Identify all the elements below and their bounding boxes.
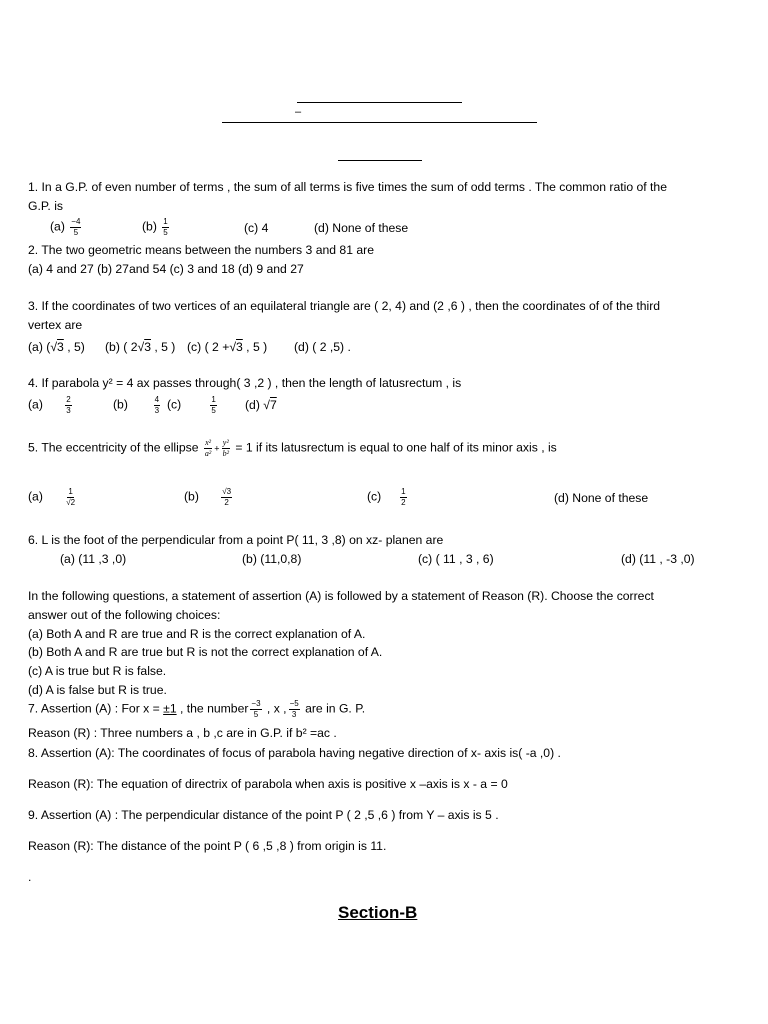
q3-text-line2: vertex are — [28, 318, 83, 332]
q5-option-a — [28, 488, 78, 507]
q5-y-fraction — [222, 439, 230, 458]
q7-plus-minus: ±1 — [163, 701, 177, 716]
q3-a-prefix: (a) (√ — [28, 340, 58, 354]
q4-d-radicand: 7 — [269, 398, 277, 412]
q7-reason: Reason (R) : Three numbers a , b ,c are in G.P. if b² =ac . — [28, 726, 337, 740]
q7-assertion-mid1: , the number — [176, 701, 249, 716]
fraction-numerator: x² — [205, 438, 212, 447]
q3-a-radicand: 3 — [57, 340, 64, 354]
q5-option-c-fraction — [400, 488, 406, 507]
fraction-denominator: 5 — [163, 228, 168, 237]
fraction-denominator: √2 — [66, 498, 76, 507]
q7-fraction-1 — [250, 700, 261, 719]
q4-option-c-fraction — [210, 396, 216, 415]
q4-option-a-fraction — [65, 396, 71, 415]
fraction-denominator: 5 — [253, 710, 259, 719]
fraction-numerator: y² — [222, 438, 229, 447]
q4-option-c-label: (c) — [167, 397, 182, 412]
q1-option-c: (c) 4 — [244, 221, 269, 235]
q1-option-b-label: (b) — [142, 219, 157, 234]
q2-text: 2. The two geometric means between the numbers 3 and 81 are — [28, 243, 374, 257]
q4-option-a-label: (a) — [28, 397, 43, 412]
q6-option-a: (a) (11 ,3 ,0) — [60, 552, 127, 566]
fraction-numerator: −3 — [251, 699, 261, 708]
q5-option-a-label: (a) — [28, 489, 43, 504]
q8-assertion: 8. Assertion (A): The coordinates of focus of parabola having negative direction of x- axis is( -a ,0) . — [28, 746, 561, 760]
fraction-numerator: 2 — [66, 395, 71, 404]
q4-option-b-fraction — [154, 396, 160, 415]
q1-option-b-fraction — [162, 218, 168, 237]
q3-c-suffix: , 5 ) — [242, 340, 268, 354]
fraction-numerator: 4 — [154, 395, 160, 404]
q8-reason: Reason (R): The equation of directrix of parabola when axis is positive x –axis is x - a = 0 — [28, 777, 508, 791]
q9-assertion: 9. Assertion (A) : The perpendicular distance of the point P ( 2 ,5 ,6 ) from Y – axis is 5 . — [28, 808, 499, 822]
fraction-numerator: −5 — [289, 699, 299, 708]
q4-option-d — [245, 399, 277, 411]
stray-dot: . — [28, 870, 32, 884]
header-rule-top — [297, 102, 462, 103]
fraction-denominator: 5 — [73, 228, 79, 237]
q6-option-d: (d) (11 , -3 ,0) — [621, 552, 695, 566]
q3-option-b — [105, 341, 175, 353]
q3-c-prefix: (c) ( 2 +√ — [187, 340, 237, 354]
q5-option-b — [184, 488, 234, 507]
q1-option-a-fraction — [70, 218, 81, 237]
q3-a-suffix: , 5) — [63, 340, 85, 354]
fraction-denominator: 3 — [291, 710, 297, 719]
fraction-numerator: 1 — [68, 487, 73, 496]
ar-intro-line1: In the following questions, a statement of assertion (A) is followed by a statement of Reason (R). Choose the correct — [28, 589, 654, 603]
q1-option-d: (d) None of these — [314, 221, 409, 235]
q5-x-fraction — [204, 439, 212, 458]
fraction-denominator: 3 — [154, 406, 160, 415]
q3-text-line1: 3. If the coordinates of two vertices of an equilateral triangle are ( 2, 4) and (2 ,6 ) , then the coordinates of of the third — [28, 299, 661, 313]
q4-option-b — [113, 396, 162, 415]
q7-fraction-2 — [289, 700, 300, 719]
fraction-numerator: 1 — [163, 217, 168, 226]
q1-option-b — [142, 218, 171, 237]
q5-plus: + — [214, 443, 220, 454]
q3-b-radicand: 3 — [144, 340, 151, 354]
q4-option-c — [167, 396, 219, 415]
q1-text-line2: G.P. is — [28, 199, 63, 213]
q3-c-radicand: 3 — [236, 340, 243, 354]
fraction-denominator: a² — [204, 449, 212, 458]
q4-option-a — [28, 396, 74, 415]
fraction-numerator: 1 — [401, 487, 406, 496]
q5-text-prefix: 5. The eccentricity of the ellipse — [28, 440, 199, 455]
fraction-numerator: 1 — [211, 395, 216, 404]
header-rule-bottom — [338, 160, 422, 161]
q9-reason: Reason (R): The distance of the point P ( 6 ,5 ,8 ) from origin is 11. — [28, 839, 387, 853]
ar-choice-c: (c) A is true but R is false. — [28, 664, 167, 678]
q6-option-b: (b) (11,0,8) — [242, 552, 302, 566]
q5-text-suffix: = 1 if its latusrectum is equal to one half of its minor axis , is — [235, 440, 557, 455]
fraction-numerator: −4 — [71, 217, 81, 226]
fraction-denominator: 3 — [66, 406, 71, 415]
ar-intro-line2: answer out of the following choices: — [28, 608, 221, 622]
q5-option-c — [367, 488, 409, 507]
q1-text-line1: 1. In a G.P. of even number of terms , the sum of all terms is five times the sum of odd terms . The common ratio of the — [28, 180, 667, 194]
fraction-denominator: b² — [222, 449, 229, 458]
ar-choice-b: (b) Both A and R are true but R is not the correct explanation of A. — [28, 645, 383, 659]
ar-choice-d: (d) A is false but R is true. — [28, 683, 167, 697]
q6-option-c: (c) ( 11 , 3 , 6) — [418, 552, 494, 566]
ar-choice-a: (a) Both A and R are true and R is the correct explanation of A. — [28, 627, 366, 641]
header-rule-middle — [222, 122, 537, 123]
q4-d-prefix: (d) √ — [245, 398, 270, 412]
q7-assertion — [28, 700, 365, 719]
q5-option-b-fraction — [221, 488, 232, 507]
fraction-denominator: 2 — [401, 498, 406, 507]
q7-assertion-mid2: , x , — [263, 701, 287, 716]
fraction-numerator: √3 — [222, 487, 232, 496]
q3-b-suffix: , 5 ) — [150, 340, 176, 354]
fraction-denominator: 2 — [224, 498, 229, 507]
q3-option-c — [187, 341, 267, 353]
q1-option-a — [50, 218, 83, 237]
q5-text — [28, 439, 557, 458]
q7-assertion-suffix: are in G. P. — [301, 701, 366, 716]
fraction-denominator: 5 — [211, 406, 216, 415]
q3-b-prefix: (b) ( 2√ — [105, 340, 145, 354]
q3-option-d: (d) ( 2 ,5) . — [294, 340, 351, 354]
q5-option-b-label: (b) — [184, 489, 199, 504]
q1-option-a-label: (a) — [50, 219, 65, 234]
q3-option-a — [28, 341, 85, 353]
q6-text: 6. L is the foot of the perpendicular from a point P( 11, 3 ,8) on xz- planen are — [28, 533, 444, 547]
header-dash: – — [295, 106, 302, 118]
q4-text: 4. If parabola y² = 4 ax passes through( 3 ,2 ) , then the length of latusrectum , is — [28, 376, 462, 390]
q5-option-c-label: (c) — [367, 489, 382, 504]
q4-option-b-label: (b) — [113, 397, 128, 412]
q2-options: (a) 4 and 27 (b) 27and 54 (c) 3 and 18 (d) 9 and 27 — [28, 262, 304, 276]
q7-assertion-prefix: 7. Assertion (A) : For x = — [28, 701, 164, 716]
q5-option-d: (d) None of these — [554, 491, 649, 505]
q5-option-a-fraction — [65, 488, 76, 507]
section-b-heading: Section-B — [338, 903, 418, 922]
